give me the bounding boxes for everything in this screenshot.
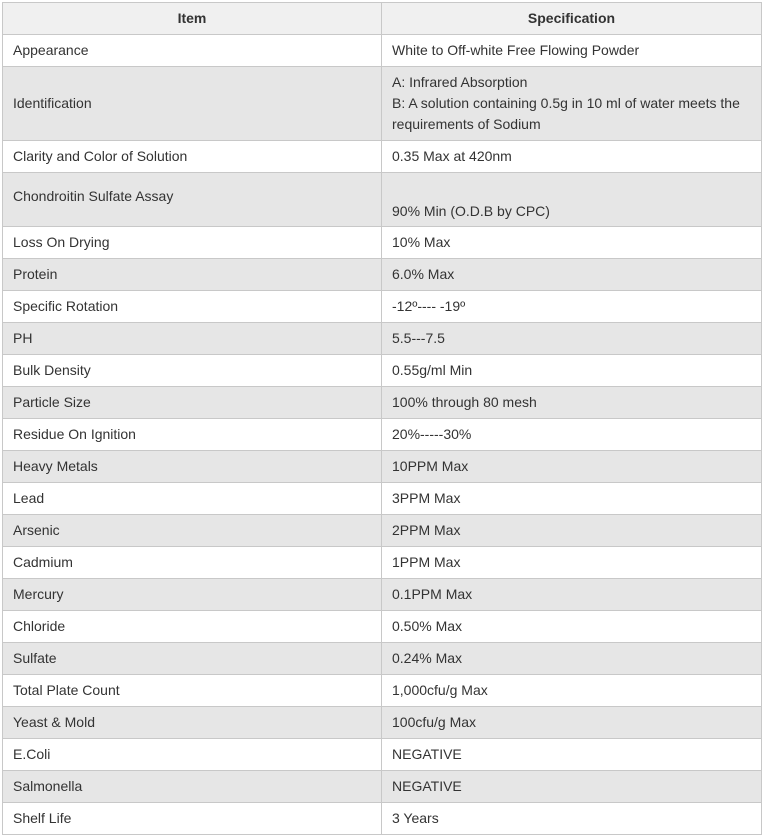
specification-cell: [382, 173, 762, 227]
item-cell: Protein: [3, 259, 382, 291]
specification-text: 90% Min (O.D.B by CPC): [392, 203, 550, 219]
specification-cell: [382, 451, 762, 483]
item-cell: Bulk Density: [3, 355, 382, 387]
item-cell: Salmonella: [3, 771, 382, 803]
table-row: [3, 141, 762, 173]
specification-text: 1PPM Max: [392, 554, 461, 570]
specification-cell: [382, 227, 762, 259]
specification-text: 10PPM Max: [392, 458, 469, 474]
table-header-row: [3, 3, 762, 35]
specification-text: 3 Years: [392, 810, 439, 826]
specification-text: 0.1PPM Max: [392, 586, 473, 602]
specification-cell: [382, 35, 762, 67]
item-cell: Cadmium: [3, 547, 382, 579]
specification-text: A: Infrared Absorption: [392, 74, 528, 90]
item-cell: Arsenic: [3, 515, 382, 547]
specification-cell: [382, 387, 762, 419]
specification-cell: [382, 323, 762, 355]
table-row: [3, 67, 762, 141]
table-row: [3, 451, 762, 483]
table-body: [3, 35, 762, 835]
table-row: [3, 515, 762, 547]
specification-text: -12º---- -19º: [392, 298, 466, 314]
specification-cell: [382, 259, 762, 291]
table-row: [3, 227, 762, 259]
item-cell: Shelf Life: [3, 803, 382, 835]
table-row: [3, 675, 762, 707]
specification-text: 20%-----30%: [392, 426, 472, 442]
specification-text: White to Off-white Free Flowing Powder: [392, 42, 640, 58]
specification-text: 1,000cfu/g Max: [392, 682, 488, 698]
item-cell: E.Coli: [3, 739, 382, 771]
item-cell: Appearance: [3, 35, 382, 67]
specification-table: [2, 2, 762, 835]
specification-text: 10% Max: [392, 234, 451, 250]
specification-text: 5.5---7.5: [392, 330, 445, 346]
specification-text: 0.24% Max: [392, 650, 463, 666]
item-cell: Sulfate: [3, 643, 382, 675]
column-header-specification: Specification: [382, 3, 762, 35]
specification-text: 0.35 Max at 420nm: [392, 148, 512, 164]
table-row: [3, 771, 762, 803]
item-cell: Particle Size: [3, 387, 382, 419]
table-row: [3, 739, 762, 771]
specification-cell: [382, 579, 762, 611]
table-row: [3, 35, 762, 67]
table-row: [3, 323, 762, 355]
specification-cell: [382, 643, 762, 675]
specification-cell: [382, 483, 762, 515]
table-row: [3, 611, 762, 643]
specification-cell: [382, 355, 762, 387]
item-cell: Loss On Drying: [3, 227, 382, 259]
table-row: [3, 355, 762, 387]
specification-cell: [382, 771, 762, 803]
column-header-item: Item: [3, 3, 382, 35]
item-cell: Clarity and Color of Solution: [3, 141, 382, 173]
table-row: [3, 643, 762, 675]
specification-cell: [382, 803, 762, 835]
specification-text: 6.0% Max: [392, 266, 455, 282]
specification-text: 100cfu/g Max: [392, 714, 477, 730]
table-row: [3, 707, 762, 739]
specification-cell: [382, 547, 762, 579]
specification-cell: [382, 739, 762, 771]
specification-cell: [382, 141, 762, 173]
table-row: [3, 173, 762, 227]
specification-text: 3PPM Max: [392, 490, 461, 506]
item-cell: Specific Rotation: [3, 291, 382, 323]
specification-cell: [382, 419, 762, 451]
specification-cell: [382, 707, 762, 739]
item-cell: Mercury: [3, 579, 382, 611]
table-row: [3, 483, 762, 515]
item-cell: Yeast & Mold: [3, 707, 382, 739]
specification-text: 0.50% Max: [392, 618, 463, 634]
table-row: [3, 291, 762, 323]
specification-text: B: A solution containing 0.5g in 10 ml of water meets the requirements of Sodium: [392, 95, 740, 132]
item-cell: Total Plate Count: [3, 675, 382, 707]
specification-text: 0.55g/ml Min: [392, 362, 473, 378]
item-cell: Chloride: [3, 611, 382, 643]
item-cell: Heavy Metals: [3, 451, 382, 483]
table-row: [3, 259, 762, 291]
table-row: [3, 803, 762, 835]
item-cell: Identification: [3, 67, 382, 141]
specification-cell: [382, 515, 762, 547]
specification-cell: [382, 675, 762, 707]
item-cell: Lead: [3, 483, 382, 515]
table-row: [3, 547, 762, 579]
specification-text: NEGATIVE: [392, 746, 462, 762]
specification-text: 2PPM Max: [392, 522, 461, 538]
specification-text: 100% through 80 mesh: [392, 394, 537, 410]
item-cell: Chondroitin Sulfate Assay: [3, 173, 382, 227]
specification-cell: [382, 67, 762, 141]
table-row: [3, 419, 762, 451]
specification-cell: [382, 291, 762, 323]
item-cell: PH: [3, 323, 382, 355]
table-row: [3, 387, 762, 419]
specification-text: NEGATIVE: [392, 778, 462, 794]
item-cell: Residue On Ignition: [3, 419, 382, 451]
specification-cell: [382, 611, 762, 643]
table-row: [3, 579, 762, 611]
